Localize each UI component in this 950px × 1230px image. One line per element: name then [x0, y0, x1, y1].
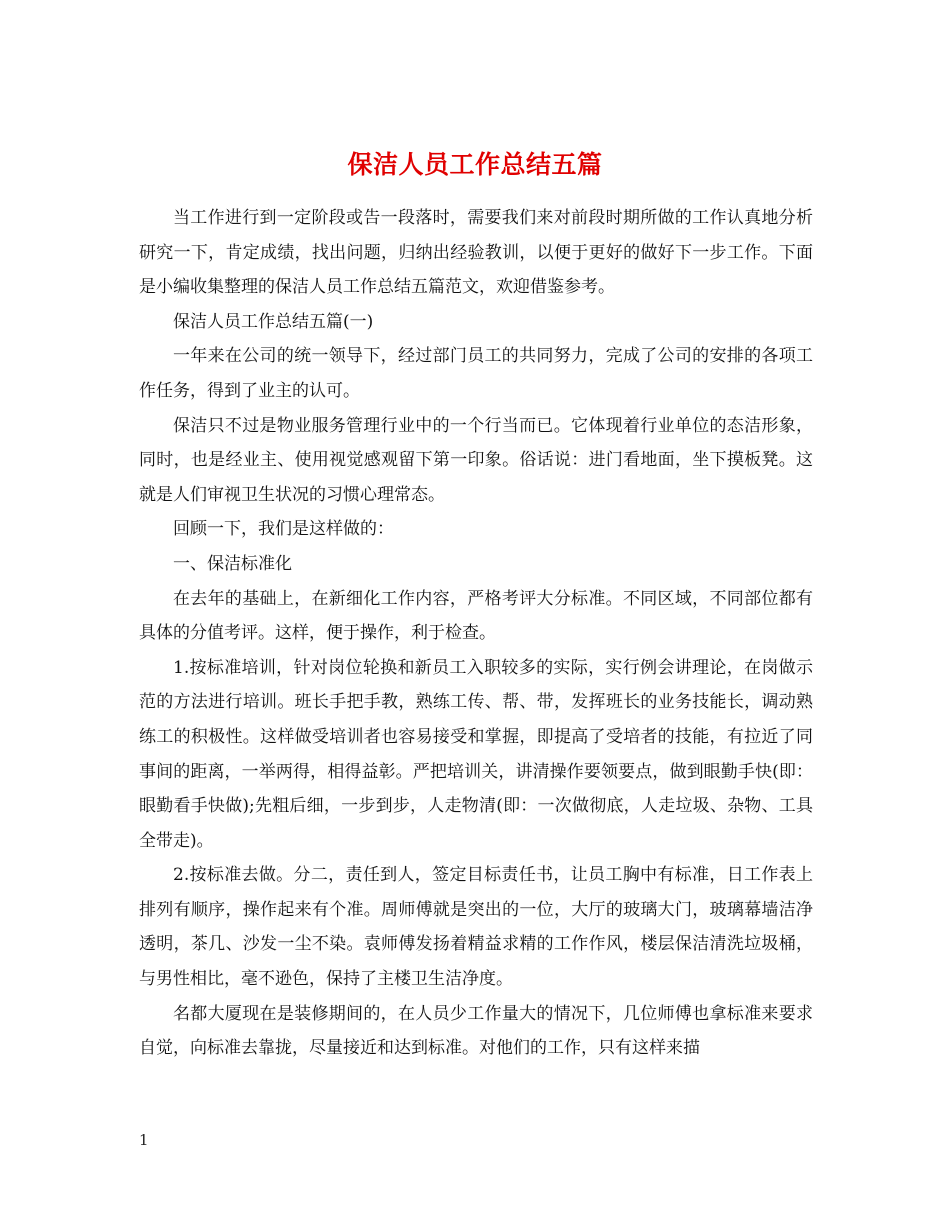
- body-paragraph: 一年来在公司的统一领导下，经过部门员工的共同努力，完成了公司的安排的各项工作任务，得到了业主的认可。: [139, 346, 813, 401]
- body-paragraph: 回顾一下，我们是这样做的：: [173, 519, 394, 540]
- document-title: 保洁人员工作总结五篇: [347, 149, 603, 179]
- subsection-heading: 一、保洁标准化: [173, 553, 292, 574]
- section-heading: 保洁人员工作总结五篇(一): [173, 311, 374, 332]
- numbered-paragraph: 2.按标准去做。分二，责任到人，签定目标责任书，让员工胸中有标准，日工作表上排列有顺序，操作起来有个准。周师傅就是突出的一位，大厅的玻璃大门，玻璃幕墙洁净透明，茶几、沙发一尘不染。袁师傅发扬着精益求精的工作作风，楼层保洁清洗垃圾桶，与男性相比，毫不逊色，保持了主楼卫生洁净度。: [139, 865, 813, 990]
- document-body: [139, 201, 813, 1066]
- body-paragraph: 保洁只不过是物业服务管理行业中的一个行当而已。它体现着行业单位的态洁形象，同时，也是经业主、使用视觉感观留下第一印象。俗话说：进门看地面，坐下摸板凳。这就是人们审视卫生状况的习惯心理常态。: [139, 415, 813, 505]
- numbered-paragraph: 1.按标准培训，针对岗位轮换和新员工入职较多的实际，实行例会讲理论，在岗做示范的方法进行培训。班长手把手教，熟练工传、帮、带，发挥班长的业务技能长，调动熟练工的积极性。这样做受培训者也容易接受和掌握，即提高了受培者的技能，有拉近了同事间的距离，一举两得，相得益彰。严把培训关，讲清操作要领要点，做到眼勤手快(即：眼勤看手快做);先粗后细，一步到步，人走物清(即：一次做彻底，人走垃圾、杂物、工具全带走)。: [139, 657, 813, 851]
- body-paragraph: 在去年的基础上，在新细化工作内容，严格考评大分标准。不同区域，不同部位都有具体的分值考评。这样，便于操作，利于检查。: [139, 588, 813, 644]
- page-number: 1: [139, 1131, 149, 1149]
- intro-paragraph: 当工作进行到一定阶段或告一段落时，需要我们来对前段时期所做的工作认真地分析研究一下，肯定成绩，找出问题，归纳出经验教训，以便于更好的做好下一步工作。下面是小编收集整理的保洁人员工作总结五篇范文，欢迎借鉴参考。: [139, 208, 813, 298]
- body-paragraph: 名都大厦现在是装修期间的，在人员少工作量大的情况下，几位师傅也拿标准来要求自觉，向标准去靠拢，尽量接近和达到标准。对他们的工作，只有这样来描: [139, 1003, 813, 1059]
